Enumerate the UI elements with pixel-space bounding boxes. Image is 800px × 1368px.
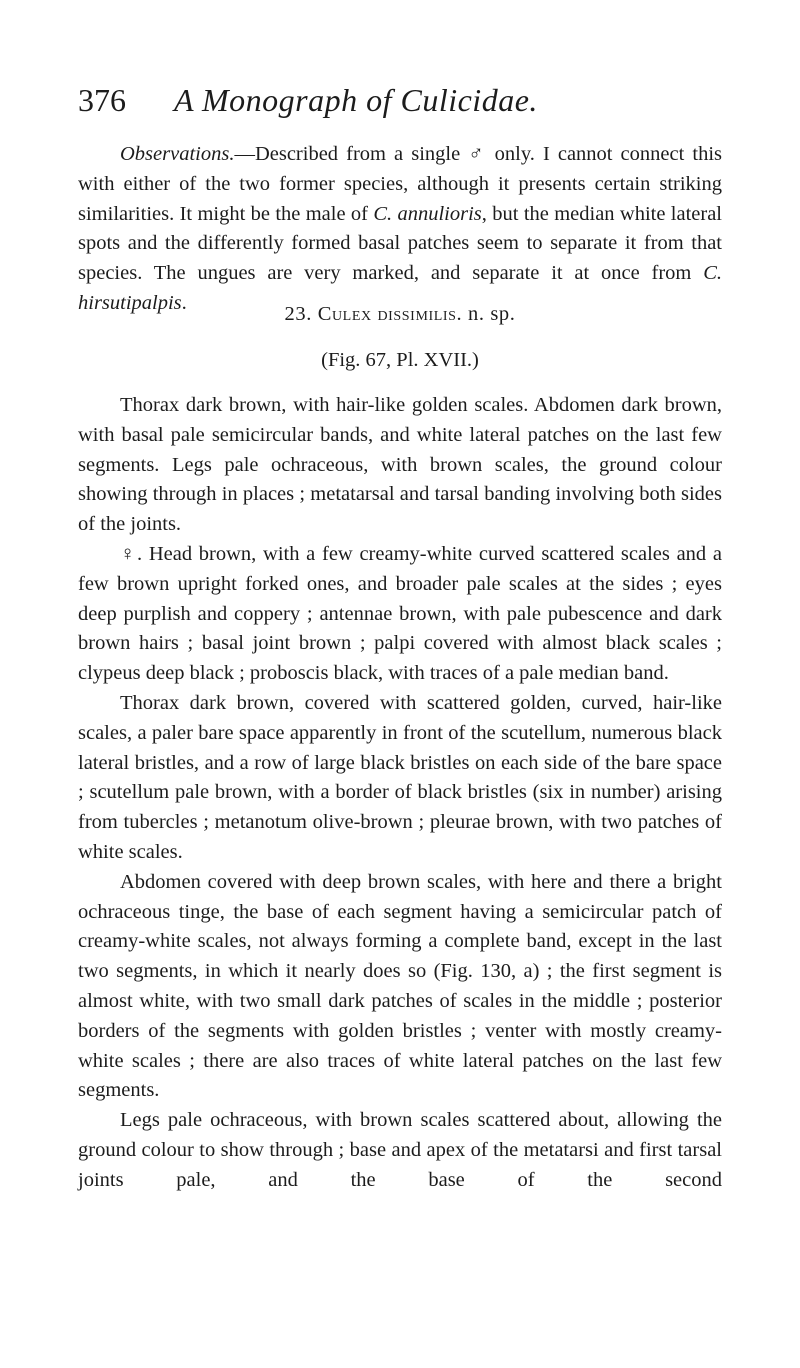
observations-text: —Described from a single ♂ only. I cannot connect this with either of the two former species, although it presents certain striking similarities. It might be the male of — [78, 143, 722, 225]
species-genus: Culex — [317, 303, 372, 325]
observations-paragraph — [78, 140, 722, 319]
species-status: n. sp. — [468, 303, 516, 325]
observations-end: . — [181, 291, 187, 314]
description-section — [78, 391, 722, 1196]
species-ref-hirsutipalpis: C. hirsutipalpis — [78, 262, 722, 314]
running-head — [78, 80, 718, 120]
observations-section — [78, 140, 722, 319]
figure-reference: (Fig. 67, Pl. XVII.) — [321, 349, 479, 371]
paragraph-summary: Thorax dark brown, with hair-like golden scales. Abdomen dark brown, with basal pale semicircular bands, and white lateral patches on the last few segments. Legs pale ochraceous, with brown scales, the ground colour showing through in places ; metatarsal and tarsal banding involving both sides of the joints. — [78, 394, 722, 536]
running-title: A Monograph of Culicidae. — [174, 82, 538, 118]
paragraph-abdomen: Abdomen covered with deep brown scales, with here and there a bright ochraceous tinge, the base of each segment having a semicircular patch of creamy-white scales, not always forming a complete band, except in the last two segments, in which it nearly does so (Fig. 130, a) ; the first segment is almost white, with two small dark patches of scales in the middle ; posterior borders of the segments with golden bristles ; venter with mostly creamy-white scales ; there are also traces of white lateral patches on the last few segments. — [78, 870, 722, 1102]
paragraph-legs: Legs pale ochraceous, with brown scales scattered about, allowing the ground colour to show through ; base and apex of the metatarsi and first tarsal joints pale, and the base of the second — [78, 1109, 722, 1191]
paragraph-head: ♀. Head brown, with a few creamy-white curved scattered scales and a few brown upright forked ones, and broader pale scales at the sides ; eyes deep purplish and coppery ; antennae brown, with pale pubescence and dark brown hairs ; basal joint brown ; palpi covered with almost black scales ; clypeus deep black ; proboscis black, with traces of a pale median band. — [78, 542, 722, 685]
species-heading — [78, 299, 722, 329]
observations-lead: Observations. — [120, 143, 235, 165]
page-number: 376 — [78, 82, 126, 118]
paragraph-thorax: Thorax dark brown, covered with scattered golden, curved, hair-like scales, a paler bare space apparently in front of the scutellum, numerous black lateral bristles, and a row of large black bristles on each side of the bare space ; scutellum pale brown, with a border of black bristles (six in number) arising from tubercles ; metanotum olive-brown ; pleurae brown, with two patches of white scales. — [78, 691, 722, 863]
species-epithet: dissimilis. — [377, 303, 463, 325]
species-ref-annulioris: C. annulioris — [373, 202, 482, 225]
observations-text-2: , but the median white lateral spots and the differently formed basal patches seem to separate it from that species. The ungues are very marked, and separate it at once from — [78, 202, 722, 285]
species-number: 23. — [284, 303, 312, 325]
